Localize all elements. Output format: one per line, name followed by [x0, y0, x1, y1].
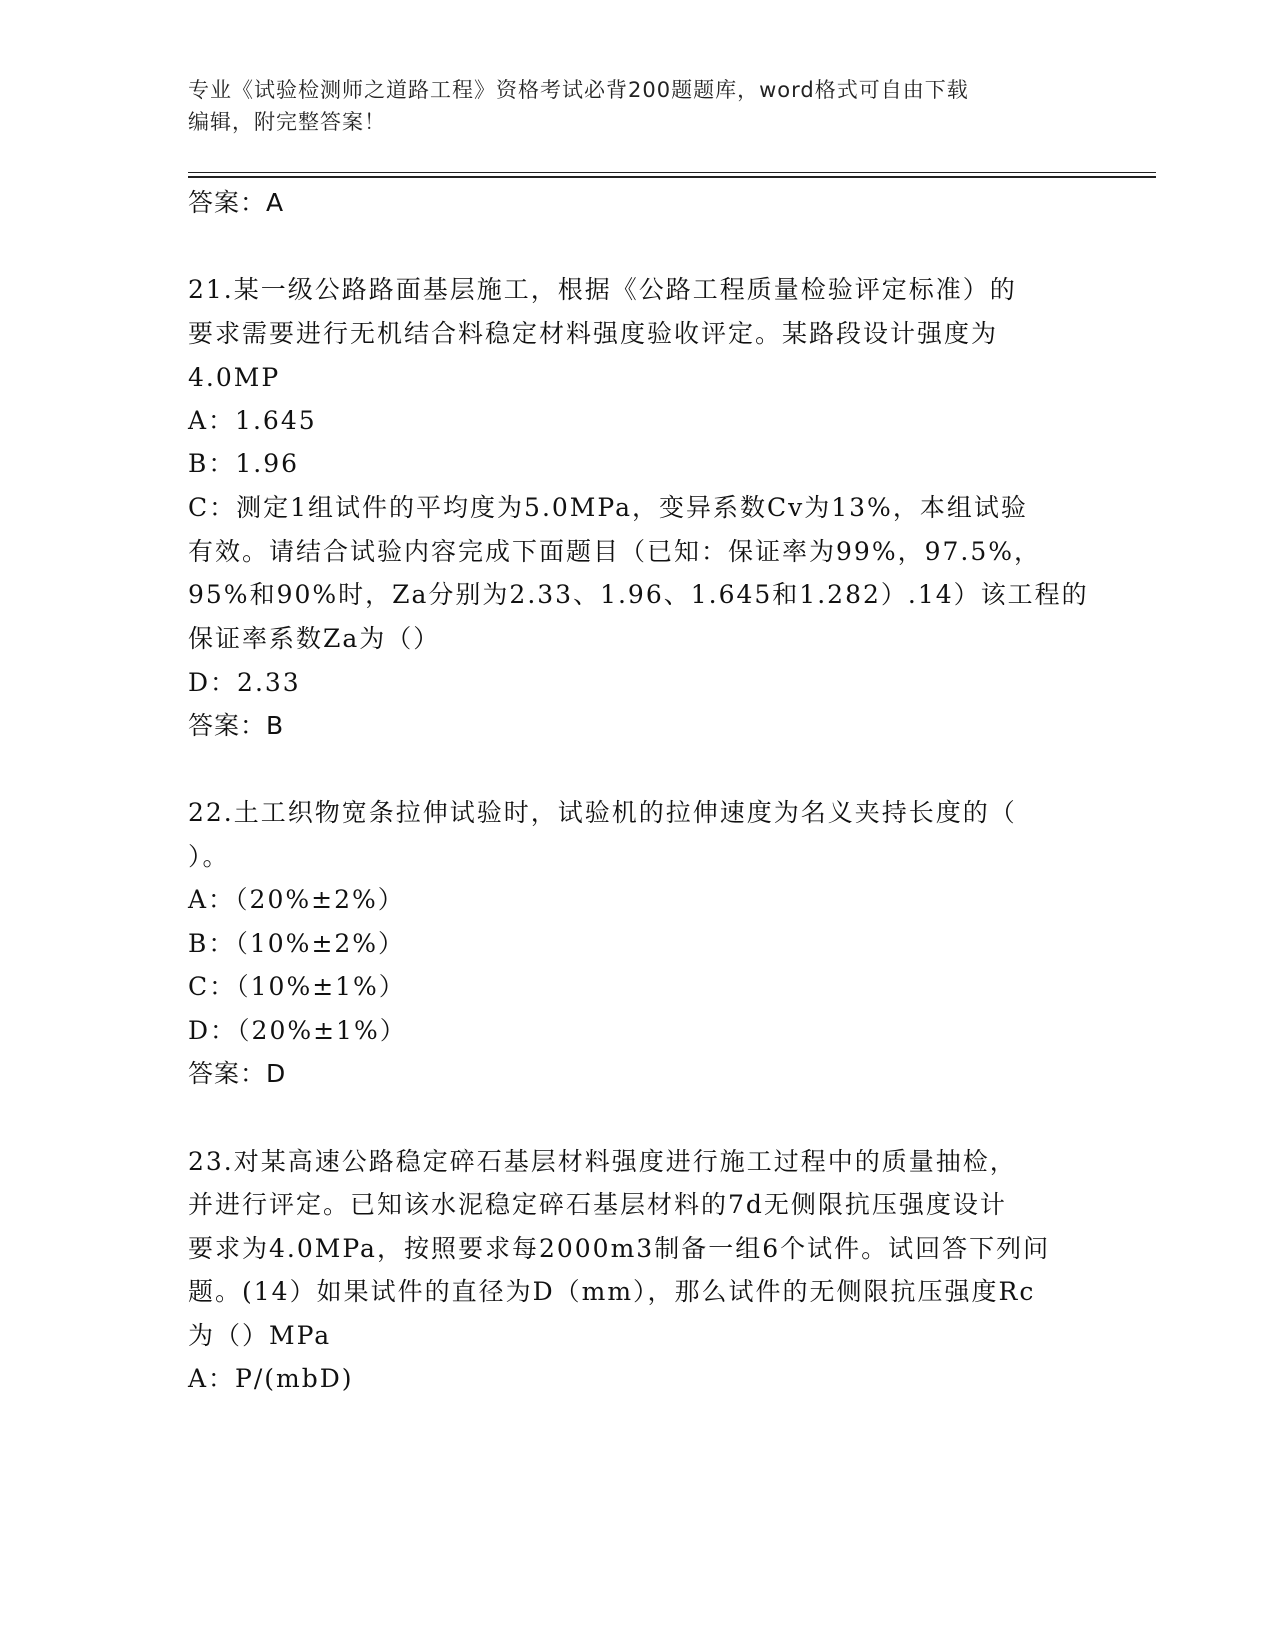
q21-option-b: B：1.96: [188, 449, 300, 478]
q21-option-d: D：2.33: [188, 668, 301, 697]
header-line-2: 编辑，附完整答案！: [188, 110, 386, 134]
header-line-1: 专业《试验检测师之道路工程》资格考试必背200题题库，word格式可自由下载: [188, 78, 969, 102]
q21-line-3: 4.0MP: [188, 363, 281, 392]
q23-line-2: 并进行评定。已知该水泥稳定碎石基层材料的7d无侧限抗压强度设计: [188, 1190, 1007, 1219]
q21-line-1: 21.某一级公路路面基层施工，根据《公路工程质量检验评定标准）的: [188, 275, 1017, 304]
q22-option-a: A：（20%±2%）: [188, 885, 405, 914]
header-rule-thin: [188, 172, 1156, 173]
q22-option-b: B：（10%±2%）: [188, 929, 406, 958]
q23-line-3: 要求为4.0MPa，按照要求每2000m3制备一组6个试件。试回答下列问: [188, 1234, 1051, 1263]
q22-line-1: 22.土工织物宽条拉伸试验时，试验机的拉伸速度为名义夹持长度的（: [188, 798, 1017, 827]
q21-line-2: 要求需要进行无机结合料稳定材料强度验收评定。某路段设计强度为: [188, 319, 999, 348]
q22-answer: 答案：D: [188, 1059, 287, 1088]
q23-line-5: 为（）MPa: [188, 1321, 332, 1350]
q22-line-2: ）。: [188, 842, 230, 871]
q21-option-c-line-4: 保证率系数Za为（）: [188, 624, 441, 653]
q22-option-d: D：（20%±1%）: [188, 1016, 407, 1045]
q21-answer: 答案：B: [188, 711, 285, 740]
q21-option-a: A：1.645: [188, 406, 317, 435]
previous-answer: 答案：A: [188, 188, 285, 217]
q23-line-1: 23.对某高速公路稳定碎石基层材料强度进行施工过程中的质量抽检，: [188, 1147, 1017, 1176]
q23-line-4: 题。(14）如果试件的直径为D（mm），那么试件的无侧限抗压强度Rc: [188, 1277, 1036, 1306]
header-rule-thick: [188, 176, 1156, 178]
q21-option-c-line-1: C：测定1组试件的平均度为5.0MPa，变异系数Cv为13%，本组试验: [188, 493, 1028, 522]
document-header: [188, 74, 1068, 138]
q21-option-c-line-3: 95%和90%时，Za分别为2.33、1.96、1.645和1.282）.14）该工程的: [188, 580, 1089, 609]
q23-option-a: A：P/(mbD): [188, 1364, 354, 1393]
q22-option-c: C：（10%±1%）: [188, 972, 406, 1001]
q21-option-c-line-2: 有效。请结合试验内容完成下面题目（已知：保证率为99%，97.5%，: [188, 537, 1041, 566]
